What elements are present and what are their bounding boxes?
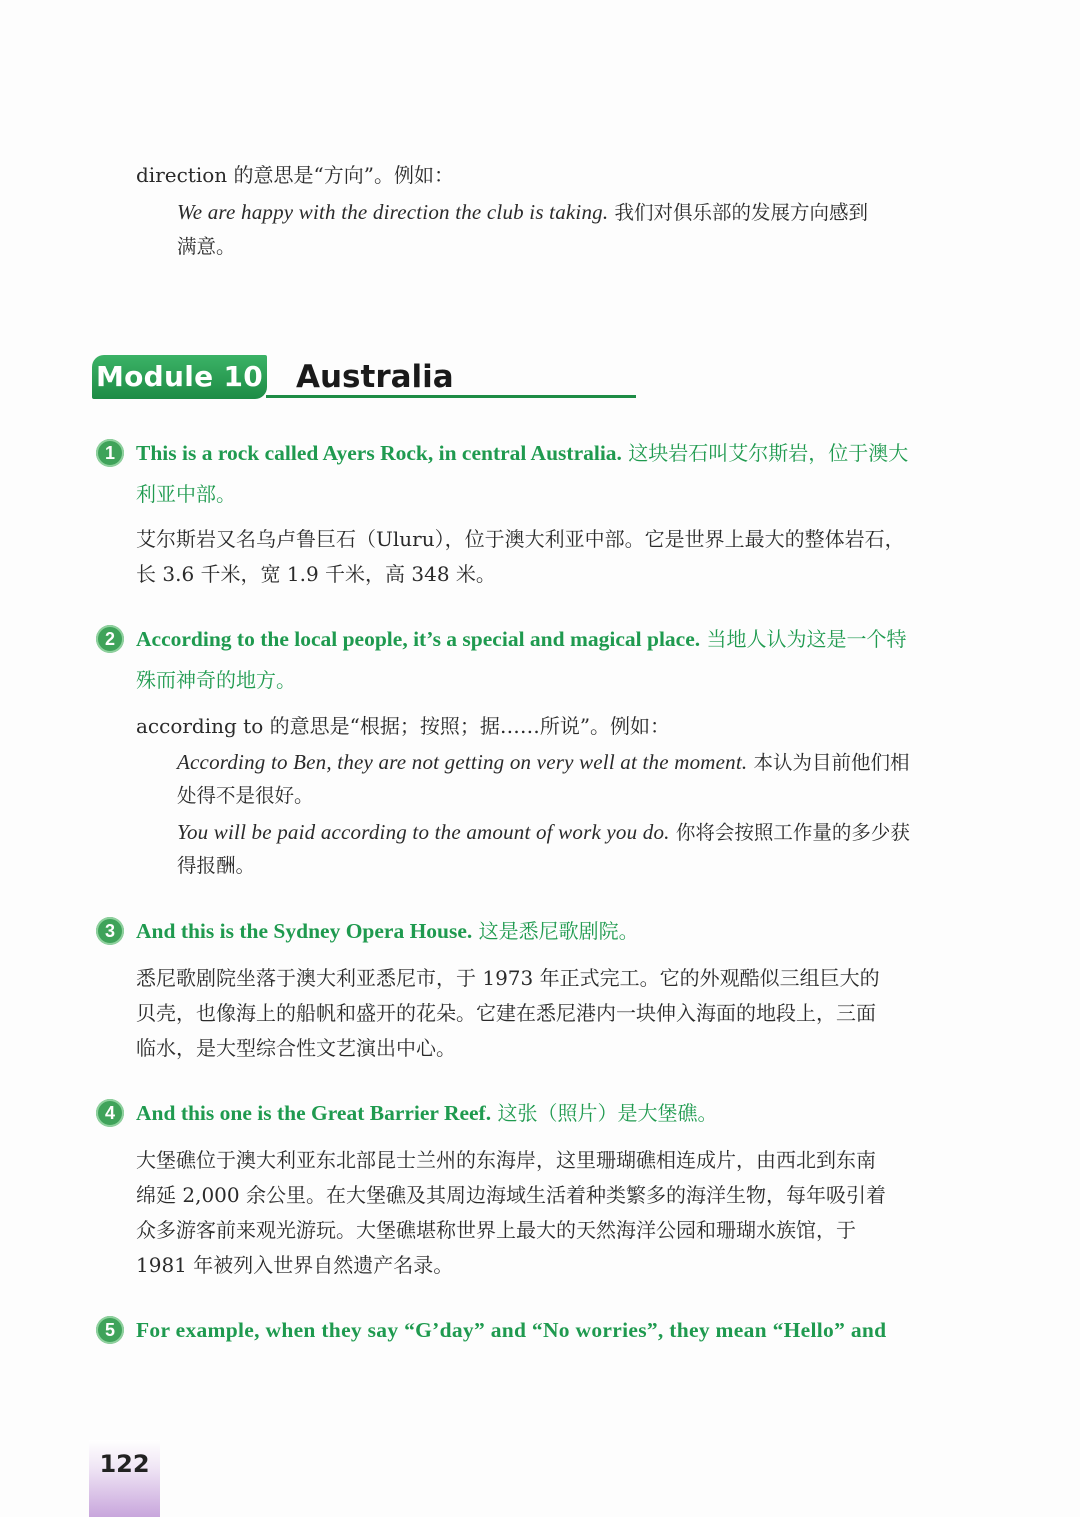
item-body-line: 临水，是大型综合性文艺演出中心。 bbox=[136, 1036, 456, 1060]
item-heading-cn: 这是悉尼歌剧院。 bbox=[478, 919, 639, 943]
item-number-badge: 5 bbox=[96, 1316, 124, 1344]
item-number-badge: 4 bbox=[96, 1099, 124, 1127]
item-heading-en: According to the local people, it’s a special and magical place. bbox=[136, 627, 701, 651]
module-header bbox=[92, 355, 637, 401]
item-heading-en: This is a rock called Ayers Rock, in central Australia. bbox=[136, 441, 622, 465]
item-heading-cn: 这张（照片）是大堡礁。 bbox=[497, 1101, 718, 1125]
item-heading bbox=[136, 622, 906, 656]
item-number-badge: 2 bbox=[96, 625, 124, 653]
item-heading-cn-cont: 利亚中部。 bbox=[136, 482, 236, 506]
item-body-line: 贝壳，也像海上的船帆和盛开的花朵。它建在悉尼港内一块伸入海面的地段上，三面 bbox=[136, 1001, 876, 1025]
item-example-en: According to Ben, they are not getting on very well at the moment. bbox=[177, 750, 748, 774]
item-example-cn: 你将会按照工作量的多少获 bbox=[675, 821, 910, 844]
item-number-badge: 3 bbox=[96, 917, 124, 945]
item-heading bbox=[136, 1096, 717, 1130]
intro-example-cn: 我们对俱乐部的发展方向感到 bbox=[614, 201, 869, 224]
item-body-line: 绵延 2,000 余公里。在大堡礁及其周边海域生活着种类繁多的海洋生物，每年吸引着 bbox=[136, 1183, 886, 1207]
item-heading bbox=[136, 436, 908, 470]
intro-example-cn-cont: 满意。 bbox=[177, 235, 236, 258]
item-number-badge: 1 bbox=[96, 439, 124, 467]
item-example-en: You will be paid according to the amount of work you do. bbox=[177, 820, 670, 844]
item-heading-cn: 当地人认为这是一个特 bbox=[706, 627, 907, 651]
item-heading bbox=[136, 914, 639, 948]
page-number: 122 bbox=[99, 1450, 150, 1478]
item-body-line: 1981 年被列入世界自然遗产名录。 bbox=[136, 1253, 454, 1277]
item-body-line: 众多游客前来观光游玩。大堡礁堪称世界上最大的天然海洋公园和珊瑚水族馆，于 bbox=[136, 1218, 856, 1242]
item-body-line: 艾尔斯岩又名乌卢鲁巨石（Uluru），位于澳大利亚中部。它是世界上最大的整体岩石， bbox=[136, 527, 905, 551]
item-example bbox=[177, 745, 910, 780]
intro-example-en: We are happy with the direction the club is taking. bbox=[177, 200, 609, 224]
item-body-line: 大堡礁位于澳大利亚东北部昆士兰州的东海岸，这里珊瑚礁相连成片，由西北到东南 bbox=[136, 1148, 876, 1172]
intro-line: direction 的意思是“方向”。例如： bbox=[136, 163, 454, 187]
item-heading-cn: 这块岩石叫艾尔斯岩，位于澳大 bbox=[628, 441, 909, 465]
item-heading-en: And this one is the Great Barrier Reef. bbox=[136, 1101, 492, 1125]
item-heading bbox=[136, 1313, 886, 1347]
item-heading-en: For example, when they say “G’day” and “No worries”, they mean “Hello” and bbox=[136, 1318, 887, 1342]
item-example-cn-cont: 处得不是很好。 bbox=[177, 784, 314, 807]
item-body-line: 长 3.6 千米，宽 1.9 千米，高 348 米。 bbox=[136, 562, 496, 586]
item-example bbox=[177, 815, 910, 850]
item-example-cn-cont: 得报酬。 bbox=[177, 854, 256, 877]
item-body-line: 悉尼歌剧院坐落于澳大利亚悉尼市，于 1973 年正式完工。它的外观酷似三组巨大的 bbox=[136, 966, 880, 990]
module-badge: Module 10 bbox=[92, 355, 267, 399]
item-body-line: according to 的意思是“根据；按照；据……所说”。例如： bbox=[136, 714, 671, 738]
item-heading-cn-cont: 殊而神奇的地方。 bbox=[136, 668, 296, 692]
module-title: Australia bbox=[296, 359, 454, 395]
page-number-tab bbox=[89, 1440, 160, 1517]
intro-example bbox=[177, 195, 868, 230]
item-heading-en: And this is the Sydney Opera House. bbox=[136, 919, 473, 943]
item-example-cn: 本认为目前他们相 bbox=[753, 751, 910, 774]
